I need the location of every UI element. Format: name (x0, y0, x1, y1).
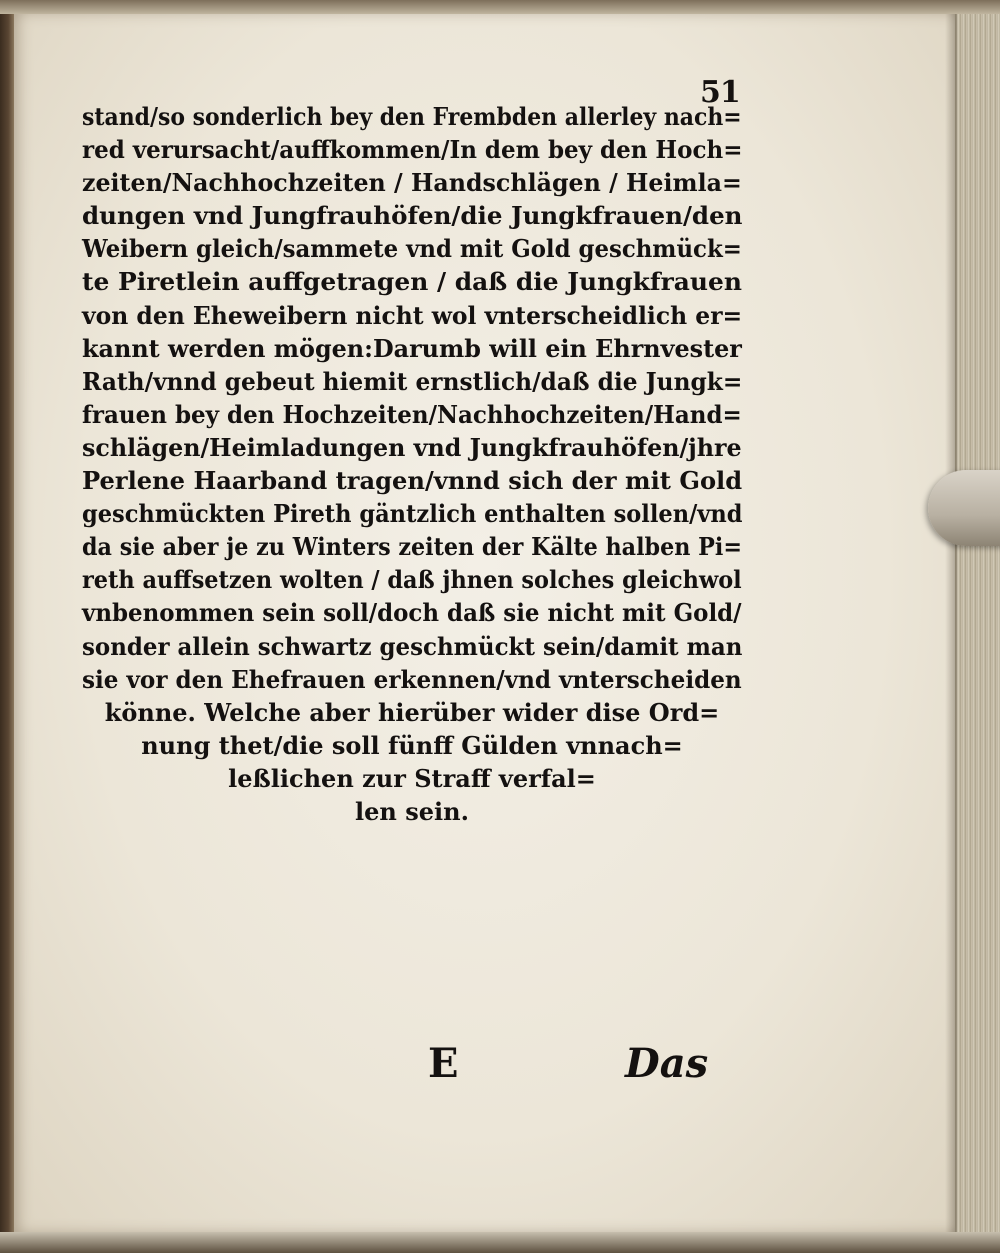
text-line-7: von den Eheweibern nicht wol vnterscheidlich er= (82, 300, 743, 330)
text-line-16: vnbenommen sein soll/doch daß sie nicht mit Gold/ (82, 598, 742, 628)
book-clip-tab (928, 470, 1000, 546)
text-line-17: sonder allein schwartz geschmückt sein/damit man (82, 631, 743, 661)
bottom-page-edge (0, 1232, 1000, 1253)
text-line-4: dungen vnd Jungfrauhöfen/die Jungkfrauen/den (82, 201, 743, 231)
text-line-1: stand/so sonderlich bey den Frembden allerley nach= (82, 102, 742, 131)
text-line-9: Rath/vnnd gebeut hiemit ernstlich/daß die Jungk= (82, 366, 743, 396)
top-page-edge (0, 0, 1000, 14)
text-line-15: reth auffsetzen wolten / daß jhnen solches gleichwol (82, 565, 742, 595)
text-line-21: leßlichen zur Straff verfal= (228, 763, 596, 793)
text-line-14: da sie aber je zu Winters zeiten der Kälte halben Pi= (82, 532, 742, 562)
page-number: 51 (700, 75, 740, 110)
text-line-10: frauen bey den Hochzeiten/Nachhochzeiten/Hand= (82, 399, 742, 429)
text-line-20: nung thet/die soll fünff Gülden vnnach= (141, 730, 683, 760)
text-line-13: geschmückten Pireth gäntzlich enthalten sollen/vnd (82, 499, 743, 529)
catchword: Das (625, 1040, 709, 1087)
text-line-2: red verursacht/auffkommen/In dem bey den Hoch= (82, 135, 743, 165)
text-line-6: te Piretlein auffgetragen / daß die Jungkfrauen (82, 267, 742, 297)
text-line-18: sie vor den Ehefrauen erkennen/vnd vnterscheiden (82, 664, 742, 694)
page-footer (0, 1040, 945, 1100)
text-line-22: len sein. (355, 796, 469, 826)
text-line-5: Weibern gleich/sammete vnd mit Gold geschmück= (82, 234, 742, 264)
page-shadow (945, 10, 957, 1253)
page-stack-edge (952, 10, 1000, 1253)
text-line-12: Perlene Haarband tragen/vnnd sich der mit Gold (82, 466, 743, 496)
text-line-3: zeiten/Nachhochzeiten / Handschlägen / Heimla= (82, 168, 742, 198)
text-line-11: schlägen/Heimladungen vnd Jungkfrauhöfen/jhre (82, 432, 742, 462)
body-text (82, 100, 742, 828)
text-line-19: könne. Welche aber hierüber wider dise Ord= (104, 697, 720, 727)
signature-mark: E (428, 1040, 459, 1087)
text-line-8: kannt werden mögen:Darumb will ein Ehrnvester (82, 333, 742, 363)
